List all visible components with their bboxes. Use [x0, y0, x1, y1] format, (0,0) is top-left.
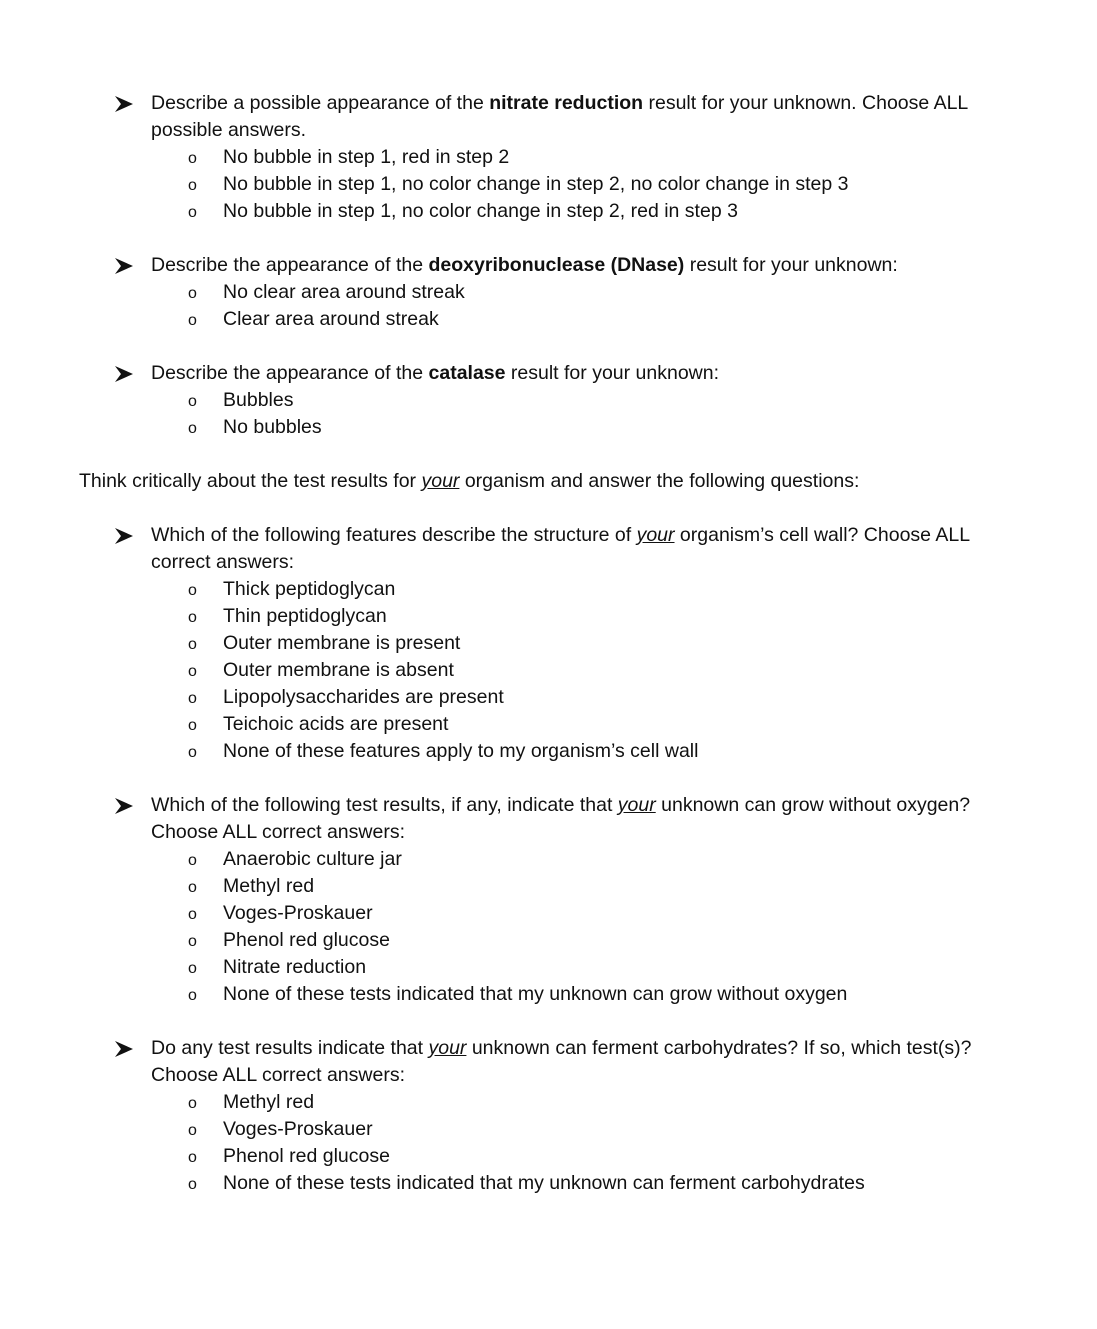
- option-label: No bubble in step 1, no color change in step 2, red in step 3: [223, 200, 738, 222]
- circle-bullet-icon: o: [188, 933, 197, 950]
- circle-bullet-icon: o: [188, 204, 197, 221]
- option-item[interactable]: [188, 576, 1031, 603]
- option-item[interactable]: [188, 873, 1031, 900]
- circle-bullet-icon: o: [188, 420, 197, 437]
- circle-bullet-icon: o: [188, 1122, 197, 1139]
- circle-bullet-icon: o: [188, 717, 197, 734]
- option-item[interactable]: [188, 306, 1031, 333]
- question-text: Do any test results indicate that your unknown can ferment carbohydrates? If so, which test(s)? Choose ALL correct answers:: [151, 1037, 972, 1086]
- option-item[interactable]: [188, 630, 1031, 657]
- option-label: Outer membrane is present: [223, 632, 461, 654]
- question-nitrate-reduction: [151, 90, 1031, 225]
- option-item[interactable]: [188, 1143, 1031, 1170]
- option-item[interactable]: [188, 279, 1031, 306]
- question-fermentation: [151, 1035, 1031, 1197]
- option-label: Outer membrane is absent: [223, 659, 454, 681]
- circle-bullet-icon: o: [188, 1095, 197, 1112]
- question-text: Describe a possible appearance of the nitrate reduction result for your unknown. Choose ALL possible answers.: [151, 92, 968, 141]
- option-label: No bubble in step 1, red in step 2: [223, 146, 510, 168]
- question-anaerobic-growth: [151, 792, 1031, 1008]
- bold-term: catalase: [428, 362, 506, 384]
- option-label: Methyl red: [223, 875, 315, 897]
- question-text: Describe the appearance of the catalase result for your unknown:: [151, 362, 720, 384]
- option-list: [151, 279, 1031, 333]
- bold-term: nitrate reduction: [489, 92, 644, 114]
- option-item[interactable]: [188, 603, 1031, 630]
- option-label: Anaerobic culture jar: [223, 848, 402, 870]
- option-item[interactable]: [188, 684, 1031, 711]
- arrowhead-bullet-icon: [115, 252, 137, 279]
- option-label: No clear area around streak: [223, 281, 465, 303]
- option-label: Bubbles: [223, 389, 294, 411]
- circle-bullet-icon: o: [188, 744, 197, 761]
- circle-bullet-icon: o: [188, 177, 197, 194]
- option-label: Voges-Proskauer: [223, 902, 373, 924]
- emphasis-word: your: [636, 524, 675, 546]
- option-list: [151, 387, 1031, 441]
- option-label: Voges-Proskauer: [223, 1118, 373, 1140]
- question-text: Describe the appearance of the deoxyribonuclease (DNase) result for your unknown:: [151, 254, 898, 276]
- emphasis-word: your: [617, 794, 656, 816]
- option-item[interactable]: [188, 738, 1031, 765]
- circle-bullet-icon: o: [188, 393, 197, 410]
- circle-bullet-icon: o: [188, 987, 197, 1004]
- option-item[interactable]: [188, 171, 1031, 198]
- option-item[interactable]: [188, 846, 1031, 873]
- option-label: Nitrate reduction: [223, 956, 367, 978]
- circle-bullet-icon: o: [188, 690, 197, 707]
- circle-bullet-icon: o: [188, 663, 197, 680]
- question-catalase: [151, 360, 1031, 441]
- option-item[interactable]: [188, 1116, 1031, 1143]
- option-label: No bubble in step 1, no color change in step 2, no color change in step 3: [223, 173, 849, 195]
- option-item[interactable]: [188, 1170, 1031, 1197]
- circle-bullet-icon: o: [188, 312, 197, 329]
- question-text: Which of the following features describe the structure of your organism’s cell wall? Choose ALL correct answers:: [151, 524, 970, 573]
- arrowhead-bullet-icon: [115, 792, 137, 819]
- option-label: Methyl red: [223, 1091, 315, 1113]
- circle-bullet-icon: o: [188, 582, 197, 599]
- option-list: [151, 846, 1031, 1008]
- option-item[interactable]: [188, 198, 1031, 225]
- arrowhead-bullet-icon: [115, 90, 137, 117]
- option-item[interactable]: [188, 981, 1031, 1008]
- circle-bullet-icon: o: [188, 879, 197, 896]
- arrowhead-bullet-icon: [115, 360, 137, 387]
- option-item[interactable]: [188, 144, 1031, 171]
- emphasis-word: your: [428, 1037, 467, 1059]
- option-label: Thin peptidoglycan: [223, 605, 387, 627]
- circle-bullet-icon: o: [188, 1176, 197, 1193]
- option-list: [151, 576, 1031, 765]
- circle-bullet-icon: o: [188, 960, 197, 977]
- emphasis-word: your: [421, 470, 460, 492]
- option-list: [151, 144, 1031, 225]
- option-label: Phenol red glucose: [223, 929, 390, 951]
- circle-bullet-icon: o: [188, 906, 197, 923]
- option-item[interactable]: [188, 414, 1031, 441]
- option-label: Teichoic acids are present: [223, 713, 449, 735]
- option-item[interactable]: [188, 954, 1031, 981]
- option-label: None of these features apply to my organism’s cell wall: [223, 740, 699, 762]
- option-label: None of these tests indicated that my unknown can ferment carbohydrates: [223, 1172, 865, 1194]
- option-item[interactable]: [188, 1089, 1031, 1116]
- option-label: Thick peptidoglycan: [223, 578, 396, 600]
- question-cell-wall: [151, 522, 1031, 765]
- circle-bullet-icon: o: [188, 852, 197, 869]
- question-text: Which of the following test results, if any, indicate that your unknown can grow without oxygen? Choose ALL correct answers:: [151, 794, 971, 843]
- option-item[interactable]: [188, 657, 1031, 684]
- arrowhead-bullet-icon: [115, 1035, 137, 1062]
- option-label: Clear area around streak: [223, 308, 439, 330]
- option-label: Lipopolysaccharides are present: [223, 686, 504, 708]
- option-item[interactable]: [188, 900, 1031, 927]
- option-label: Phenol red glucose: [223, 1145, 390, 1167]
- bold-term: deoxyribonuclease (DNase): [428, 254, 685, 276]
- circle-bullet-icon: o: [188, 150, 197, 167]
- option-item[interactable]: [188, 711, 1031, 738]
- arrowhead-bullet-icon: [115, 522, 137, 549]
- circle-bullet-icon: o: [188, 285, 197, 302]
- section-intro: Think critically about the test results for your organism and answer the following questions:: [79, 470, 860, 492]
- option-list: [151, 1089, 1031, 1197]
- option-item[interactable]: [188, 927, 1031, 954]
- circle-bullet-icon: o: [188, 636, 197, 653]
- option-label: No bubbles: [223, 416, 322, 438]
- option-item[interactable]: [188, 387, 1031, 414]
- question-dnase: [151, 252, 1031, 333]
- circle-bullet-icon: o: [188, 1149, 197, 1166]
- circle-bullet-icon: o: [188, 609, 197, 626]
- option-label: None of these tests indicated that my unknown can grow without oxygen: [223, 983, 848, 1005]
